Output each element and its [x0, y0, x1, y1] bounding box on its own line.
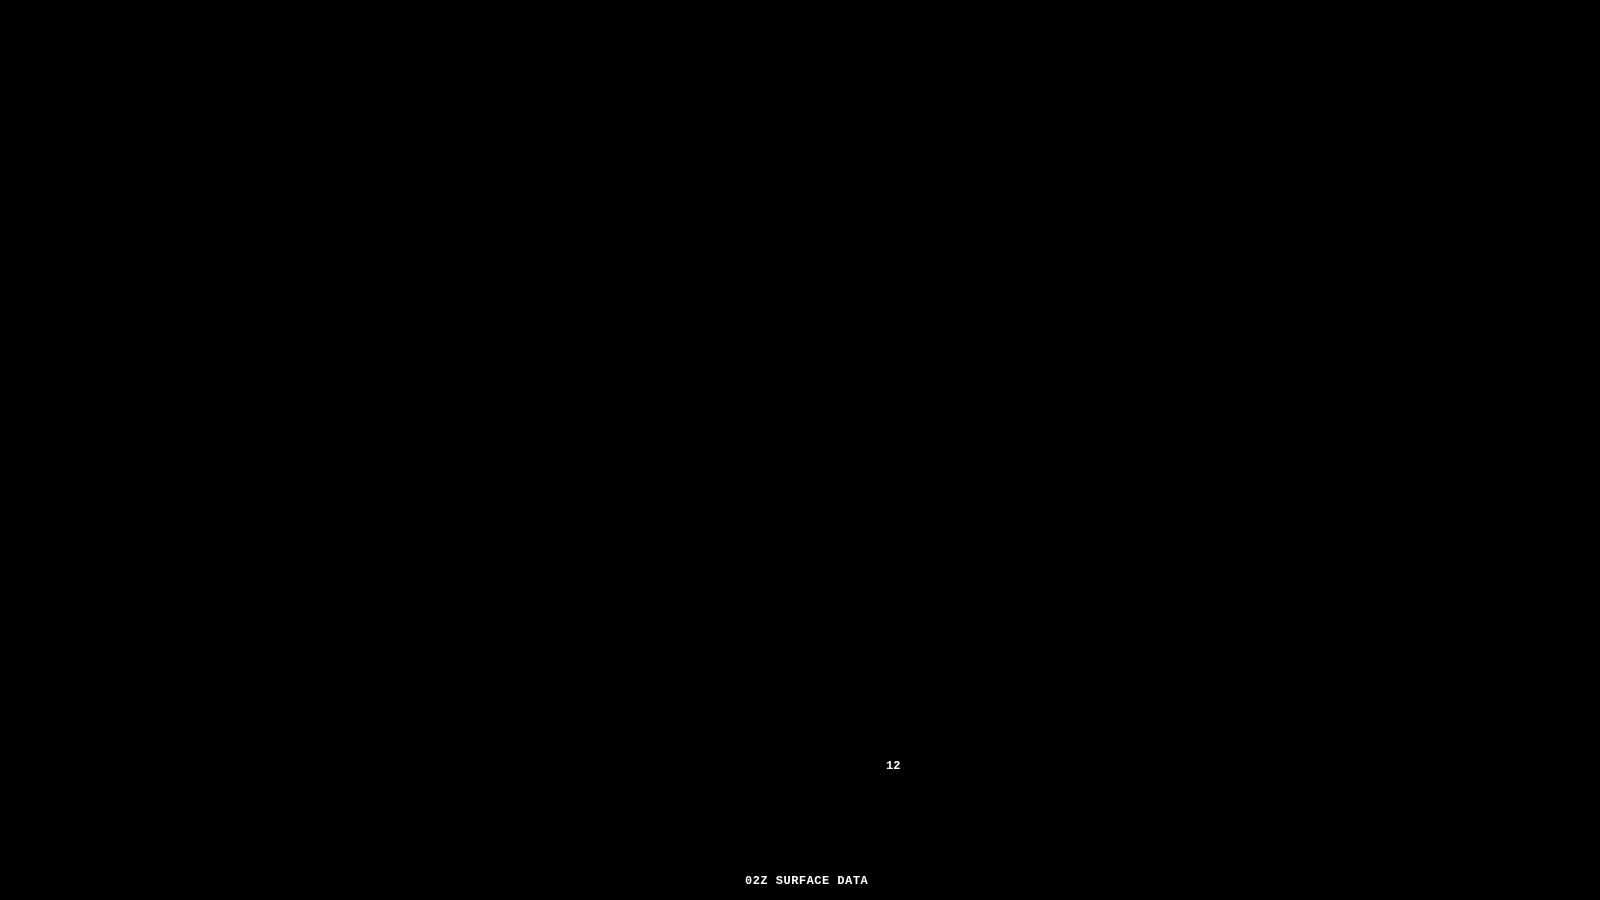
- station-value: 12: [886, 759, 901, 773]
- plot-caption: 02Z SURFACE DATA: [745, 874, 869, 888]
